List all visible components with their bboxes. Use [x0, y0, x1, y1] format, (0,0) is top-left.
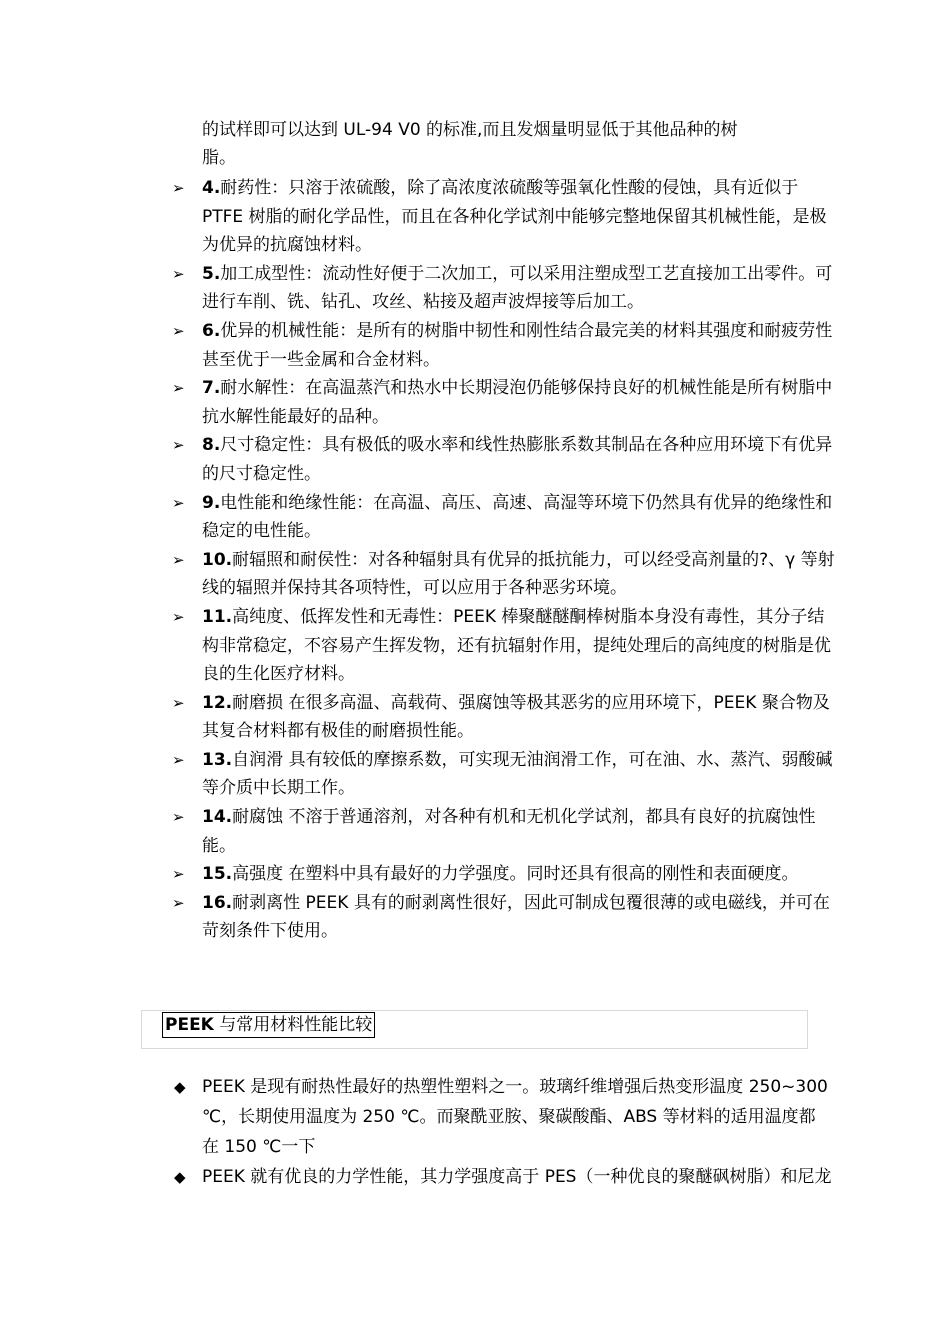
comparison-item	[172, 1072, 832, 1162]
property-number: 7.	[202, 378, 221, 399]
section-heading-text: 与常用材料性能比较	[213, 1015, 373, 1035]
property-item	[172, 317, 837, 374]
property-number: 8.	[202, 435, 221, 456]
property-item	[172, 174, 837, 260]
property-number: 5.	[202, 263, 221, 284]
arrow-bullet-icon: ➢	[172, 493, 185, 512]
property-text: 自润滑 具有较低的摩擦系数，可实现无油润滑工作，可在油、水、蒸汽、弱酸碱等介质中长期工作。	[202, 749, 833, 799]
property-text: 电性能和绝缘性能：在高温、高压、高速、高湿等环境下仍然具有优异的绝缘性和稳定的电性能。	[202, 492, 833, 542]
property-item	[172, 546, 837, 603]
section-heading-bold: PEEK	[165, 1015, 214, 1035]
comparison-text: PEEK 就有优良的力学性能，其力学强度高于 PES（一种优良的聚醚砜树脂）和尼龙	[202, 1167, 832, 1187]
property-item	[172, 689, 837, 746]
property-item	[172, 746, 837, 803]
property-item	[172, 860, 837, 889]
property-item	[172, 260, 837, 317]
property-item	[172, 374, 837, 431]
property-text: 尺寸稳定性：具有极低的吸水率和线性热膨胀系数其制品在各种应用环境下有优异的尺寸稳定性。	[202, 435, 833, 484]
arrow-bullet-icon: ➢	[172, 179, 185, 197]
arrow-bullet-icon: ➢	[172, 808, 185, 827]
arrow-bullet-icon: ➢	[172, 321, 185, 340]
property-number: 12.	[202, 692, 233, 713]
property-number: 14.	[202, 807, 233, 828]
arrow-bullet-icon: ➢	[172, 379, 185, 398]
property-number: 16.	[202, 892, 233, 913]
comparison-list	[172, 1072, 832, 1192]
arrow-bullet-icon: ➢	[172, 436, 185, 455]
property-item	[172, 431, 837, 488]
property-number: 6.	[202, 320, 221, 341]
property-text: 加工成型性：流动性好便于二次加工，可以采用注塑成型工艺直接加工出零件。可进行车削、铣、钻孔、攻丝、粘接及超声波焊接等后加工。	[202, 263, 833, 313]
property-text: 耐磨损 在很多高温、高载荷、强腐蚀等极其恶劣的应用环境下，PEEK 聚合物及其复合材料都有极佳的耐磨损性能。	[202, 692, 830, 742]
property-text: 耐水解性：在高温蒸汽和热水中长期浸泡仍能够保持良好的机械性能是所有树脂中抗水解性能最好的品种。	[202, 378, 833, 427]
property-text: 优异的机械性能：是所有的树脂中韧性和刚性结合最完美的材料其强度和耐疲劳性甚至优于一些金属和合金材料。	[202, 320, 833, 370]
continuation-paragraph	[202, 116, 832, 172]
property-number: 4.	[202, 178, 221, 198]
arrow-bullet-icon: ➢	[172, 550, 185, 569]
arrow-bullet-icon: ➢	[172, 693, 185, 712]
property-list	[172, 174, 837, 946]
diamond-bullet-icon: ◆	[174, 1168, 186, 1186]
comparison-text: PEEK 是现有耐热性最好的热塑性塑料之一。玻璃纤维增强后热变形温度 250~300 ℃，长期使用温度为 250 ℃。而聚酰亚胺、聚碳酸酯、ABS 等材料的适用温度都在 150 ℃一下	[202, 1077, 828, 1157]
property-item	[172, 889, 837, 946]
property-text: 耐辐照和耐侯性：对各种辐射具有优异的抵抗能力，可以经受高剂量的?、γ 等射线的辐照并保持其各项特性，可以应用于各种恶劣环境。	[202, 549, 835, 599]
property-text: 高纯度、低挥发性和无毒性：PEEK 棒聚醚醚酮棒树脂本身没有毒性，其分子结构非常稳定，不容易产生挥发物，还有抗辐射作用，提纯处理后的高纯度的树脂是优良的生化医疗材料。	[202, 606, 831, 685]
property-item	[172, 803, 837, 860]
section-heading	[162, 1012, 375, 1038]
property-text: 耐药性：只溶于浓硫酸，除了高浓度浓硫酸等强氧化性酸的侵蚀，具有近似于 PTFE 树脂的耐化学品性，而且在各种化学试剂中能够完整地保留其机械性能，是极为优异的抗腐蚀材料。	[202, 178, 827, 256]
continuation-line-2: 脂。	[202, 148, 236, 168]
property-number: 10.	[202, 549, 233, 570]
property-number: 9.	[202, 492, 221, 513]
property-text: 耐剥离性 PEEK 具有的耐剥离性很好，因此可制成包覆很薄的或电磁线，并可在苛刻条件下使用。	[202, 892, 830, 942]
property-text: 耐腐蚀 不溶于普通溶剂，对各种有机和无机化学试剂，都具有良好的抗腐蚀性能。	[202, 807, 816, 856]
arrow-bullet-icon: ➢	[172, 264, 185, 283]
arrow-bullet-icon: ➢	[172, 750, 185, 769]
arrow-bullet-icon: ➢	[172, 607, 185, 626]
diamond-bullet-icon: ◆	[174, 1078, 186, 1096]
arrow-bullet-icon: ➢	[172, 893, 185, 912]
arrow-bullet-icon: ➢	[172, 865, 185, 884]
property-number: 13.	[202, 749, 233, 770]
comparison-item	[172, 1162, 832, 1192]
property-number: 11.	[202, 606, 233, 627]
property-item	[172, 489, 837, 546]
property-item	[172, 603, 837, 689]
continuation-line-1: 的试样即可以达到 UL-94 V0 的标准,而且发烟量明显低于其他品种的树	[202, 120, 738, 140]
property-text: 高强度 在塑料中具有最好的力学强度。同时还具有很高的刚性和表面硬度。	[232, 864, 799, 885]
property-number: 15.	[202, 864, 233, 885]
